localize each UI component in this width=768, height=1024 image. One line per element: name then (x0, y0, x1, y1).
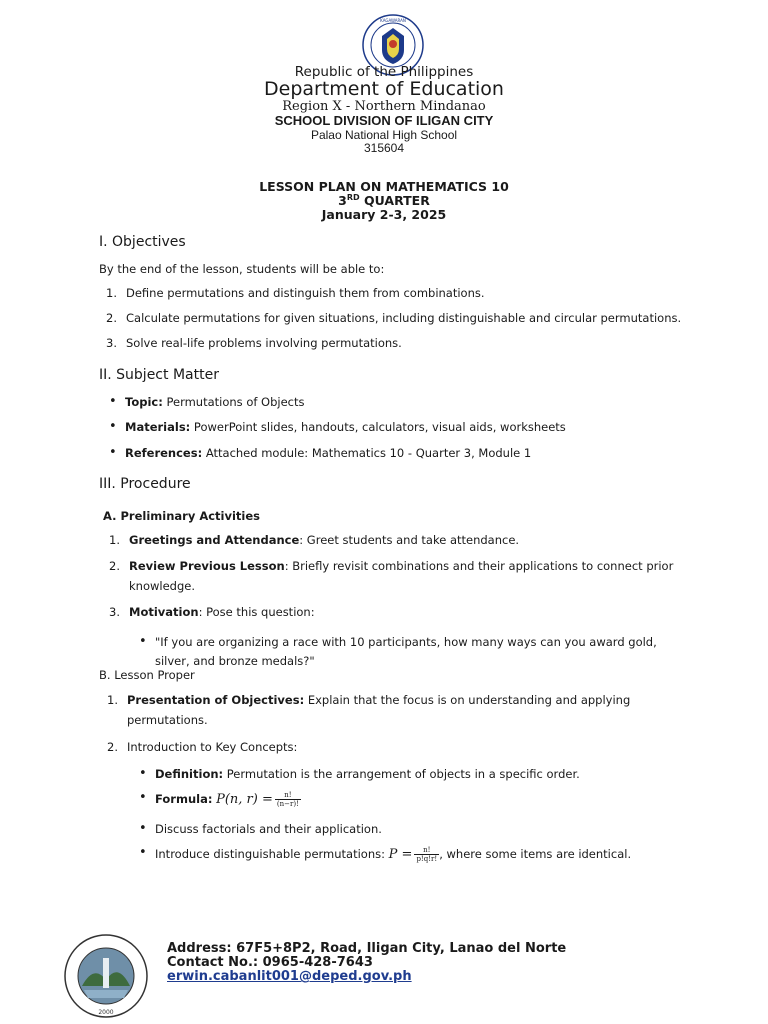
lesson-item-objectives: 1. Presentation of Objectives: Explain that the focus is on understanding and applying (107, 693, 631, 707)
lesson-date: January 2-3, 2025 (321, 207, 447, 222)
school-name: Palao National High School (310, 128, 458, 142)
objectives-intro: By the end of the lesson, students will be able to: (99, 262, 385, 276)
concept-definition: • Definition: Permutation is the arrangement of objects in a specific order. (155, 767, 580, 781)
prelim-item-review-cont: knowledge. (129, 579, 195, 593)
subject-item-topic: • Topic: Permutations of Objects (125, 395, 305, 409)
subject-item-materials: • Materials: PowerPoint slides, handouts, calculators, visual aids, worksheets (125, 420, 566, 434)
objective-item: 1. Define permutations and distinguish them from combinations. (106, 286, 485, 300)
republic-line: Republic of the Philippines (294, 64, 474, 80)
objective-item: 3. Solve real-life problems involving permutations. (106, 336, 402, 350)
objective-item: 2. Calculate permutations for given situations, including distinguishable and circular permutations. (106, 311, 682, 325)
division-name: SCHOOL DIVISION OF ILIGAN CITY (274, 113, 494, 128)
region-name: Region X - Northern Mindanao (282, 99, 486, 114)
concept-distinguishable: • Introduce distinguishable permutations: P = $\frac{n!}{p!q!r!}$ , where some items are identical. (155, 846, 631, 863)
concept-formula: • Formula: P(n, r) = $\frac{n!}{(n-r)!}$ (155, 791, 301, 808)
motivation-question-cont: silver, and bronze medals?" (155, 654, 315, 668)
footer-email-link[interactable]: erwin.cabanlit001@deped.gov.ph (167, 969, 412, 984)
school-logo (64, 934, 148, 1018)
svg-text:KAGAWARAN: KAGAWARAN (380, 18, 406, 23)
preliminary-heading: A. Preliminary Activities (103, 509, 260, 523)
footer-contact: Contact No.: 0965-428-7643 (167, 955, 373, 970)
procedure-heading: III. Procedure (99, 476, 191, 492)
lesson-plan-title: LESSON PLAN ON MATHEMATICS 10 (259, 179, 509, 194)
subject-matter-heading: II. Subject Matter (99, 367, 219, 383)
footer-address: Address: 67F5+8P2, Road, Iligan City, Lanao del Norte (167, 941, 567, 956)
prelim-item-review: 2. Review Previous Lesson: Briefly revisit combinations and their applications to connect prior (109, 559, 674, 573)
lesson-item-objectives-cont: permutations. (127, 713, 208, 727)
department-name: Department of Education (264, 78, 504, 100)
objectives-heading: I. Objectives (99, 234, 186, 250)
motivation-question: • "If you are organizing a race with 10 participants, how many ways can you award gold, (155, 635, 657, 649)
quarter-label: 3RD QUARTER (338, 193, 430, 209)
svg-text:2000: 2000 (98, 1009, 114, 1016)
lesson-item-key-concepts: 2. Introduction to Key Concepts: (107, 740, 298, 754)
subject-item-references: • References: Attached module: Mathematics 10 - Quarter 3, Module 1 (125, 446, 531, 460)
lesson-proper-heading: B. Lesson Proper (99, 668, 195, 682)
prelim-item-greetings: 1. Greetings and Attendance: Greet students and take attendance. (109, 533, 520, 547)
concept-factorials: • Discuss factorials and their application. (155, 822, 382, 836)
school-id: 315604 (363, 141, 405, 155)
prelim-item-motivation: 3. Motivation: Pose this question: (109, 605, 315, 619)
